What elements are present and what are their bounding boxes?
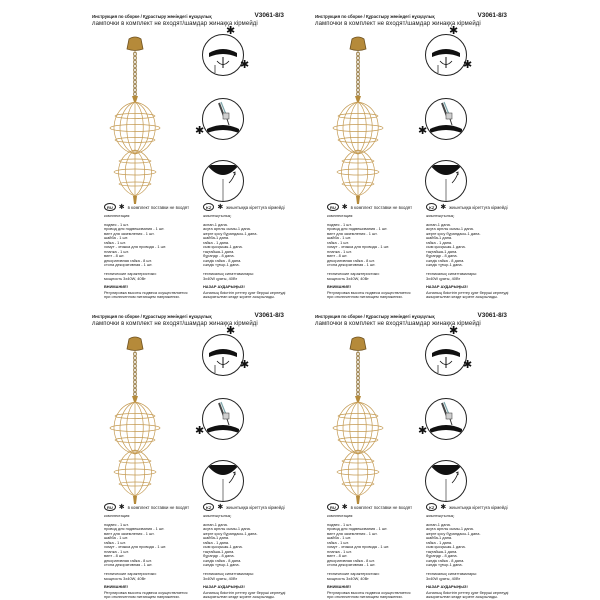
list-item: бұрандр - 8 дана. (426, 553, 458, 559)
ru-warning-text (327, 591, 417, 600)
ru-warning-text (104, 291, 194, 300)
mounting-bracket-diagram (202, 334, 244, 376)
list-item: бұрандр - 8 дана. (203, 253, 235, 259)
list-item: тақтайша-1 дана. (203, 548, 235, 554)
list-item: стопа декоративная - 1 шт. (104, 562, 153, 568)
list-item: асуға арнлы сымы-1 дана. (203, 526, 251, 532)
chandelier-illustration (96, 336, 174, 512)
list-item: аспап-1 дана. (203, 521, 228, 527)
warning-line: при отключенном питающем напряжении. (327, 594, 403, 600)
chandelier-illustration (319, 36, 397, 212)
ru-flag-badge: RU (104, 503, 116, 511)
warning-line: Аспаның биіктігін реттеу қуат беруші кернеуді (426, 289, 509, 295)
star-icon: ✱ (195, 425, 205, 437)
list-item: декоративная гайка - 8 шт. (327, 557, 375, 563)
list-item: планка - 1 шт. (327, 548, 352, 554)
list-item: сәндік гайка - 8 дана. (203, 257, 242, 263)
list-item: винт для заземления - 1 шт. (327, 230, 378, 236)
kz-tech-value: 3х40W қуаты, 40Вт (426, 575, 461, 581)
ru-tech-value: мощность 3х40W, 40Вт (327, 575, 369, 581)
ru-contents-list (104, 523, 194, 568)
list-item: подвес - 1 шт. (104, 521, 129, 527)
list-item: гайка - 1 шт. (327, 539, 349, 545)
kz-contents-title: жиынтықтылық: (426, 513, 455, 518)
star-icon: ✱ (118, 203, 125, 211)
list-item: шайба - 1 шт. (327, 235, 352, 241)
ru-specification (104, 514, 194, 600)
list-item: сәндік тұғыр-1 дана. (426, 562, 463, 568)
ru-specification (327, 214, 417, 300)
warning-line: ажыратылған кезде жүзеге асырылады. (426, 294, 498, 300)
list-item: гайка - 1 шт. (327, 239, 349, 245)
ru-not-included-note (104, 203, 189, 211)
star-icon: ✱ (463, 359, 473, 371)
chandelier-illustration (319, 336, 397, 512)
star-icon: ✱ (440, 503, 447, 511)
kz-warning-text (203, 291, 293, 300)
ru-tech-value: мощность 3х40W, 40Вт (104, 575, 146, 581)
canopy-fixing-diagram (202, 460, 244, 502)
assembly-steps (418, 325, 485, 514)
list-item: сәндік тұғыр-1 дана. (203, 262, 240, 268)
list-item: шайба - 1 шт. (104, 535, 129, 541)
kz-warning-text (426, 591, 516, 600)
star-icon: ✱ (418, 425, 428, 437)
ru-warning-title: ВНИМАНИЕ! (327, 284, 351, 290)
model-number: V3061-8/3 (477, 312, 507, 319)
warning-line: при отключенном питающем напряжении. (104, 594, 180, 600)
list-item: гайка - 1 дана. (203, 239, 230, 245)
list-item: жерге қосу бұрандасы-1 дана. (203, 230, 258, 236)
header-title: Инструкция по сборке / Құрастыру жөніндегі нұсқаулық (315, 14, 435, 19)
assembly-step-1 (202, 325, 250, 376)
star-icon: ✱ (341, 503, 348, 511)
ru-not-included-text: в комплект поставки не входят (127, 504, 190, 510)
mounting-bracket-diagram (425, 34, 467, 76)
list-item: гайка - 1 шт. (104, 539, 126, 545)
kz-flag-badge: KZ (203, 203, 214, 211)
ru-tech-title: технические характеристики: (327, 271, 380, 277)
kz-not-included-text: жиынтыққа кіреттуға кірмейді (449, 204, 508, 210)
list-item: провод для подвешивания - 1 шт. (104, 226, 165, 232)
list-item: подвес - 1 шт. (327, 521, 352, 527)
list-item: сым қысқышы-1 дана. (203, 544, 243, 550)
star-icon: ✱ (449, 325, 459, 337)
kz-flag-badge: KZ (426, 503, 437, 511)
list-item: асуға арнлы сымы-1 дана. (426, 526, 474, 532)
chandelier-illustration (96, 36, 174, 212)
kz-specification (203, 214, 293, 300)
kz-contents-title: жиынтықтылық: (426, 213, 455, 218)
bulbs-not-included-note: лампочки в комплект не входят/шамдар жинаққа кірмейді (315, 321, 481, 327)
star-icon: ✱ (449, 25, 459, 37)
kz-not-included-text: жиынтыққа кіреттуға кірмейді (226, 204, 285, 210)
list-item: аспап-1 дана. (203, 221, 228, 227)
list-item: планка - 1 шт. (104, 248, 129, 254)
warning-line: Регулировка высоты подвеса осуществляется (327, 589, 411, 595)
list-item: аспап-1 дана. (426, 521, 451, 527)
kz-warning-text (203, 591, 293, 600)
kz-warning-title: НАЗАР АУДАРЫҢЫЗ! (426, 584, 468, 590)
list-item: сым қысқышы-1 дана. (426, 244, 466, 250)
kz-specification (203, 514, 293, 600)
model-number: V3061-8/3 (254, 312, 284, 319)
ru-not-included-text: в комплект поставки не входят (127, 204, 190, 210)
bulbs-not-included-note: лампочки в комплект не входят/шамдар жинаққа кірмейді (92, 21, 258, 27)
ru-contents-title: комплектация: (327, 513, 354, 518)
wire-connection-diagram (425, 398, 467, 440)
mounting-bracket-diagram (425, 334, 467, 376)
star-icon: ✱ (418, 125, 428, 137)
list-item: винт - 8 шт. (327, 253, 348, 259)
list-item: винт для заземления - 1 шт. (104, 530, 155, 536)
list-item: тақтайша-1 дана. (426, 248, 458, 254)
list-item: хомут - зтяжка для провода - 1 шт. (104, 544, 167, 550)
wire-connection-diagram (425, 98, 467, 140)
ru-tech-title: технические характеристики: (104, 271, 157, 277)
list-item: шайба-1 дана. (426, 235, 453, 241)
ru-contents-title: комплектация: (104, 213, 131, 218)
canopy-fixing-diagram (425, 160, 467, 202)
assembly-step-1 (425, 25, 473, 76)
list-item: винт для заземления - 1 шт. (104, 230, 155, 236)
warning-line: Регулировка высоты подвеса осуществляется (104, 589, 188, 595)
list-item: шайба - 1 шт. (327, 535, 352, 541)
list-item: сым қысқышы-1 дана. (426, 544, 466, 550)
kz-not-included-text: жиынтыққа кіреттуға кірмейді (226, 504, 285, 510)
assembly-step-2 (195, 98, 244, 140)
kz-tech-value: 3х40W қуаты, 40Вт (203, 275, 238, 281)
ru-contents-list (104, 223, 194, 268)
list-item: подвес - 1 шт. (104, 221, 129, 227)
ru-flag-badge: RU (104, 203, 116, 211)
star-icon: ✱ (118, 503, 125, 511)
list-item: сәндік тұғыр-1 дана. (203, 562, 240, 568)
kz-tech-title: техникалық сипаттамалары: (426, 271, 478, 277)
kz-not-included-note (203, 503, 285, 511)
list-item: провод для подвешивания - 1 шт. (327, 226, 388, 232)
sheet-header (92, 12, 284, 32)
star-icon: ✱ (226, 325, 236, 337)
kz-not-included-note (426, 503, 508, 511)
warning-line: ажыратылған кезде жүзеге асырылады. (203, 294, 275, 300)
warning-line: при отключенном питающем напряжении. (104, 294, 180, 300)
instruction-sheet (90, 312, 286, 600)
list-item: хомут - зтяжка для провода - 1 шт. (327, 244, 390, 250)
kz-not-included-text: жиынтыққа кіреттуға кірмейді (449, 504, 508, 510)
list-item: асуға арнлы сымы-1 дана. (426, 226, 474, 232)
ru-not-included-text: в комплект поставки не входят (350, 204, 413, 210)
ru-not-included-note (327, 503, 412, 511)
kz-warning-title: НАЗАР АУДАРЫҢЫЗ! (426, 284, 468, 290)
assembly-step-1 (202, 25, 250, 76)
kz-contents-title: жиынтықтылық: (203, 513, 232, 518)
kz-contents-list (426, 523, 516, 568)
mounting-bracket-diagram (202, 34, 244, 76)
list-item: гайка - 1 шт. (104, 239, 126, 245)
kz-specification (426, 514, 516, 600)
model-number: V3061-8/3 (254, 12, 284, 19)
list-item: тақтайша-1 дана. (203, 248, 235, 254)
kz-not-included-note (426, 203, 508, 211)
ru-contents-title: комплектация: (104, 513, 131, 518)
canopy-fixing-diagram (425, 460, 467, 502)
assembly-steps (418, 25, 485, 214)
model-number: V3061-8/3 (477, 12, 507, 19)
ru-tech-value: мощность 3х40W, 40Вт (104, 275, 146, 281)
assembly-step-2 (195, 398, 244, 440)
star-icon: ✱ (240, 59, 250, 71)
star-icon: ✱ (341, 203, 348, 211)
ru-specification (104, 214, 194, 300)
list-item: декоративная гайка - 8 шт. (104, 257, 152, 263)
assembly-step-1 (425, 325, 473, 376)
ru-contents-list (327, 523, 417, 568)
list-item: бұрандр - 8 дана. (203, 553, 235, 559)
assembly-step-3 (425, 160, 467, 202)
ru-contents-title: комплектация: (327, 213, 354, 218)
kz-tech-title: техникалық сипаттамалары: (203, 271, 255, 277)
ru-tech-title: технические характеристики: (327, 571, 380, 577)
list-item: декоративная гайка - 8 шт. (327, 257, 375, 263)
kz-warning-title: НАЗАР АУДАРЫҢЫЗ! (203, 584, 245, 590)
warning-line: Регулировка высоты подвеса осуществляется (104, 289, 188, 295)
warning-line: ажыратылған кезде жүзеге асырылады. (426, 594, 498, 600)
list-item: шайба-1 дана. (203, 535, 230, 541)
warning-line: Аспаның биіктігін реттеу қуат беруші кернеуді (203, 589, 286, 595)
kz-warning-text (426, 291, 516, 300)
ru-tech-value: мощность 3х40W, 40Вт (327, 275, 369, 281)
ru-specification (327, 514, 417, 600)
ru-warning-title: ВНИМАНИЕ! (104, 584, 128, 590)
list-item: планка - 1 шт. (327, 248, 352, 254)
ru-flag-badge: RU (327, 503, 339, 511)
list-item: аспап-1 дана. (426, 221, 451, 227)
kz-specification (426, 214, 516, 300)
kz-not-included-note (203, 203, 285, 211)
star-icon: ✱ (440, 203, 447, 211)
list-item: хомут - зтяжка для провода - 1 шт. (104, 244, 167, 250)
ru-not-included-text: в комплект поставки не входят (350, 504, 413, 510)
list-item: шайба - 1 шт. (104, 235, 129, 241)
list-item: жерге қосу бұрандасы-1 дана. (426, 530, 481, 536)
list-item: гайка - 1 дана. (426, 239, 453, 245)
warning-line: при отключенном питающем напряжении. (327, 294, 403, 300)
list-item: декоративная гайка - 8 шт. (104, 557, 152, 563)
kz-contents-list (203, 523, 293, 568)
list-item: жерге қосу бұрандасы-1 дана. (203, 530, 258, 536)
list-item: шайба-1 дана. (426, 535, 453, 541)
ru-warning-title: ВНИМАНИЕ! (104, 284, 128, 290)
list-item: винт - 8 шт. (104, 553, 125, 559)
star-icon: ✱ (217, 203, 224, 211)
instruction-sheet (90, 12, 286, 300)
ru-not-included-note (104, 503, 189, 511)
list-item: асуға арнлы сымы-1 дана. (203, 226, 251, 232)
star-icon: ✱ (463, 59, 473, 71)
list-item: подвес - 1 шт. (327, 221, 352, 227)
list-item: планка - 1 шт. (104, 548, 129, 554)
ru-flag-badge: RU (327, 203, 339, 211)
kz-tech-value: 3х40W қуаты, 40Вт (203, 575, 238, 581)
warning-line: Аспаның биіктігін реттеу қуат беруші кернеуді (426, 589, 509, 595)
kz-tech-title: техникалық сипаттамалары: (426, 571, 478, 577)
kz-contents-list (203, 223, 293, 268)
kz-contents-list (426, 223, 516, 268)
list-item: винт для заземления - 1 шт. (327, 530, 378, 536)
kz-tech-value: 3х40W қуаты, 40Вт (426, 275, 461, 281)
canopy-fixing-diagram (202, 160, 244, 202)
wire-connection-diagram (202, 398, 244, 440)
list-item: сәндік гайка - 8 дана. (203, 557, 242, 563)
assembly-steps (195, 325, 262, 514)
ru-contents-list (327, 223, 417, 268)
kz-tech-title: техникалық сипаттамалары: (203, 571, 255, 577)
bulbs-not-included-note: лампочки в комплект не входят/шамдар жинаққа кірмейді (92, 321, 258, 327)
list-item: тақтайша-1 дана. (426, 548, 458, 554)
kz-contents-title: жиынтықтылық: (203, 213, 232, 218)
kz-flag-badge: KZ (426, 203, 437, 211)
list-item: хомут - зтяжка для провода - 1 шт. (327, 544, 390, 550)
sheet-header (315, 312, 507, 332)
list-item: стопа декоративная - 1 шт. (327, 262, 376, 268)
warning-line: Аспаның биіктігін реттеу қуат беруші кернеуді (203, 289, 286, 295)
list-item: сым қысқышы-1 дана. (203, 244, 243, 250)
header-title: Инструкция по сборке / Құрастыру жөніндегі нұсқаулық (92, 314, 212, 319)
kz-warning-title: НАЗАР АУДАРЫҢЫЗ! (203, 284, 245, 290)
ru-not-included-note (327, 203, 412, 211)
assembly-step-3 (425, 460, 467, 502)
list-item: стопа декоративная - 1 шт. (327, 562, 376, 568)
star-icon: ✱ (240, 359, 250, 371)
instruction-sheet (313, 12, 509, 300)
kz-flag-badge: KZ (203, 503, 214, 511)
wire-connection-diagram (202, 98, 244, 140)
list-item: сәндік тұғыр-1 дана. (426, 262, 463, 268)
header-title: Инструкция по сборке / Құрастыру жөніндегі нұсқаулық (315, 314, 435, 319)
ru-tech-title: технические характеристики: (104, 571, 157, 577)
list-item: провод для подвешивания - 1 шт. (104, 526, 165, 532)
list-item: жерге қосу бұрандасы-1 дана. (426, 230, 481, 236)
warning-line: ажыратылған кезде жүзеге асырылады. (203, 594, 275, 600)
ru-warning-title: ВНИМАНИЕ! (327, 584, 351, 590)
list-item: сәндік гайка - 8 дана. (426, 557, 465, 563)
list-item: провод для подвешивания - 1 шт. (327, 526, 388, 532)
star-icon: ✱ (226, 25, 236, 37)
sheet-header (92, 312, 284, 332)
list-item: бұрандр - 8 дана. (426, 253, 458, 259)
list-item: винт - 8 шт. (104, 253, 125, 259)
list-item: винт - 8 шт. (327, 553, 348, 559)
assembly-step-3 (202, 160, 244, 202)
instruction-sheet (313, 312, 509, 600)
assembly-step-2 (418, 398, 467, 440)
star-icon: ✱ (217, 503, 224, 511)
list-item: гайка - 1 дана. (203, 539, 230, 545)
assembly-steps (195, 25, 262, 214)
star-icon: ✱ (195, 125, 205, 137)
header-title: Инструкция по сборке / Құрастыру жөніндегі нұсқаулық (92, 14, 212, 19)
ru-warning-text (327, 291, 417, 300)
assembly-step-3 (202, 460, 244, 502)
list-item: стопа декоративная - 1 шт. (104, 262, 153, 268)
list-item: шайба-1 дана. (203, 235, 230, 241)
warning-line: Регулировка высоты подвеса осуществляется (327, 289, 411, 295)
sheet-header (315, 12, 507, 32)
bulbs-not-included-note: лампочки в комплект не входят/шамдар жинаққа кірмейді (315, 21, 481, 27)
list-item: сәндік гайка - 8 дана. (426, 257, 465, 263)
ru-warning-text (104, 591, 194, 600)
assembly-step-2 (418, 98, 467, 140)
list-item: гайка - 1 дана. (426, 539, 453, 545)
